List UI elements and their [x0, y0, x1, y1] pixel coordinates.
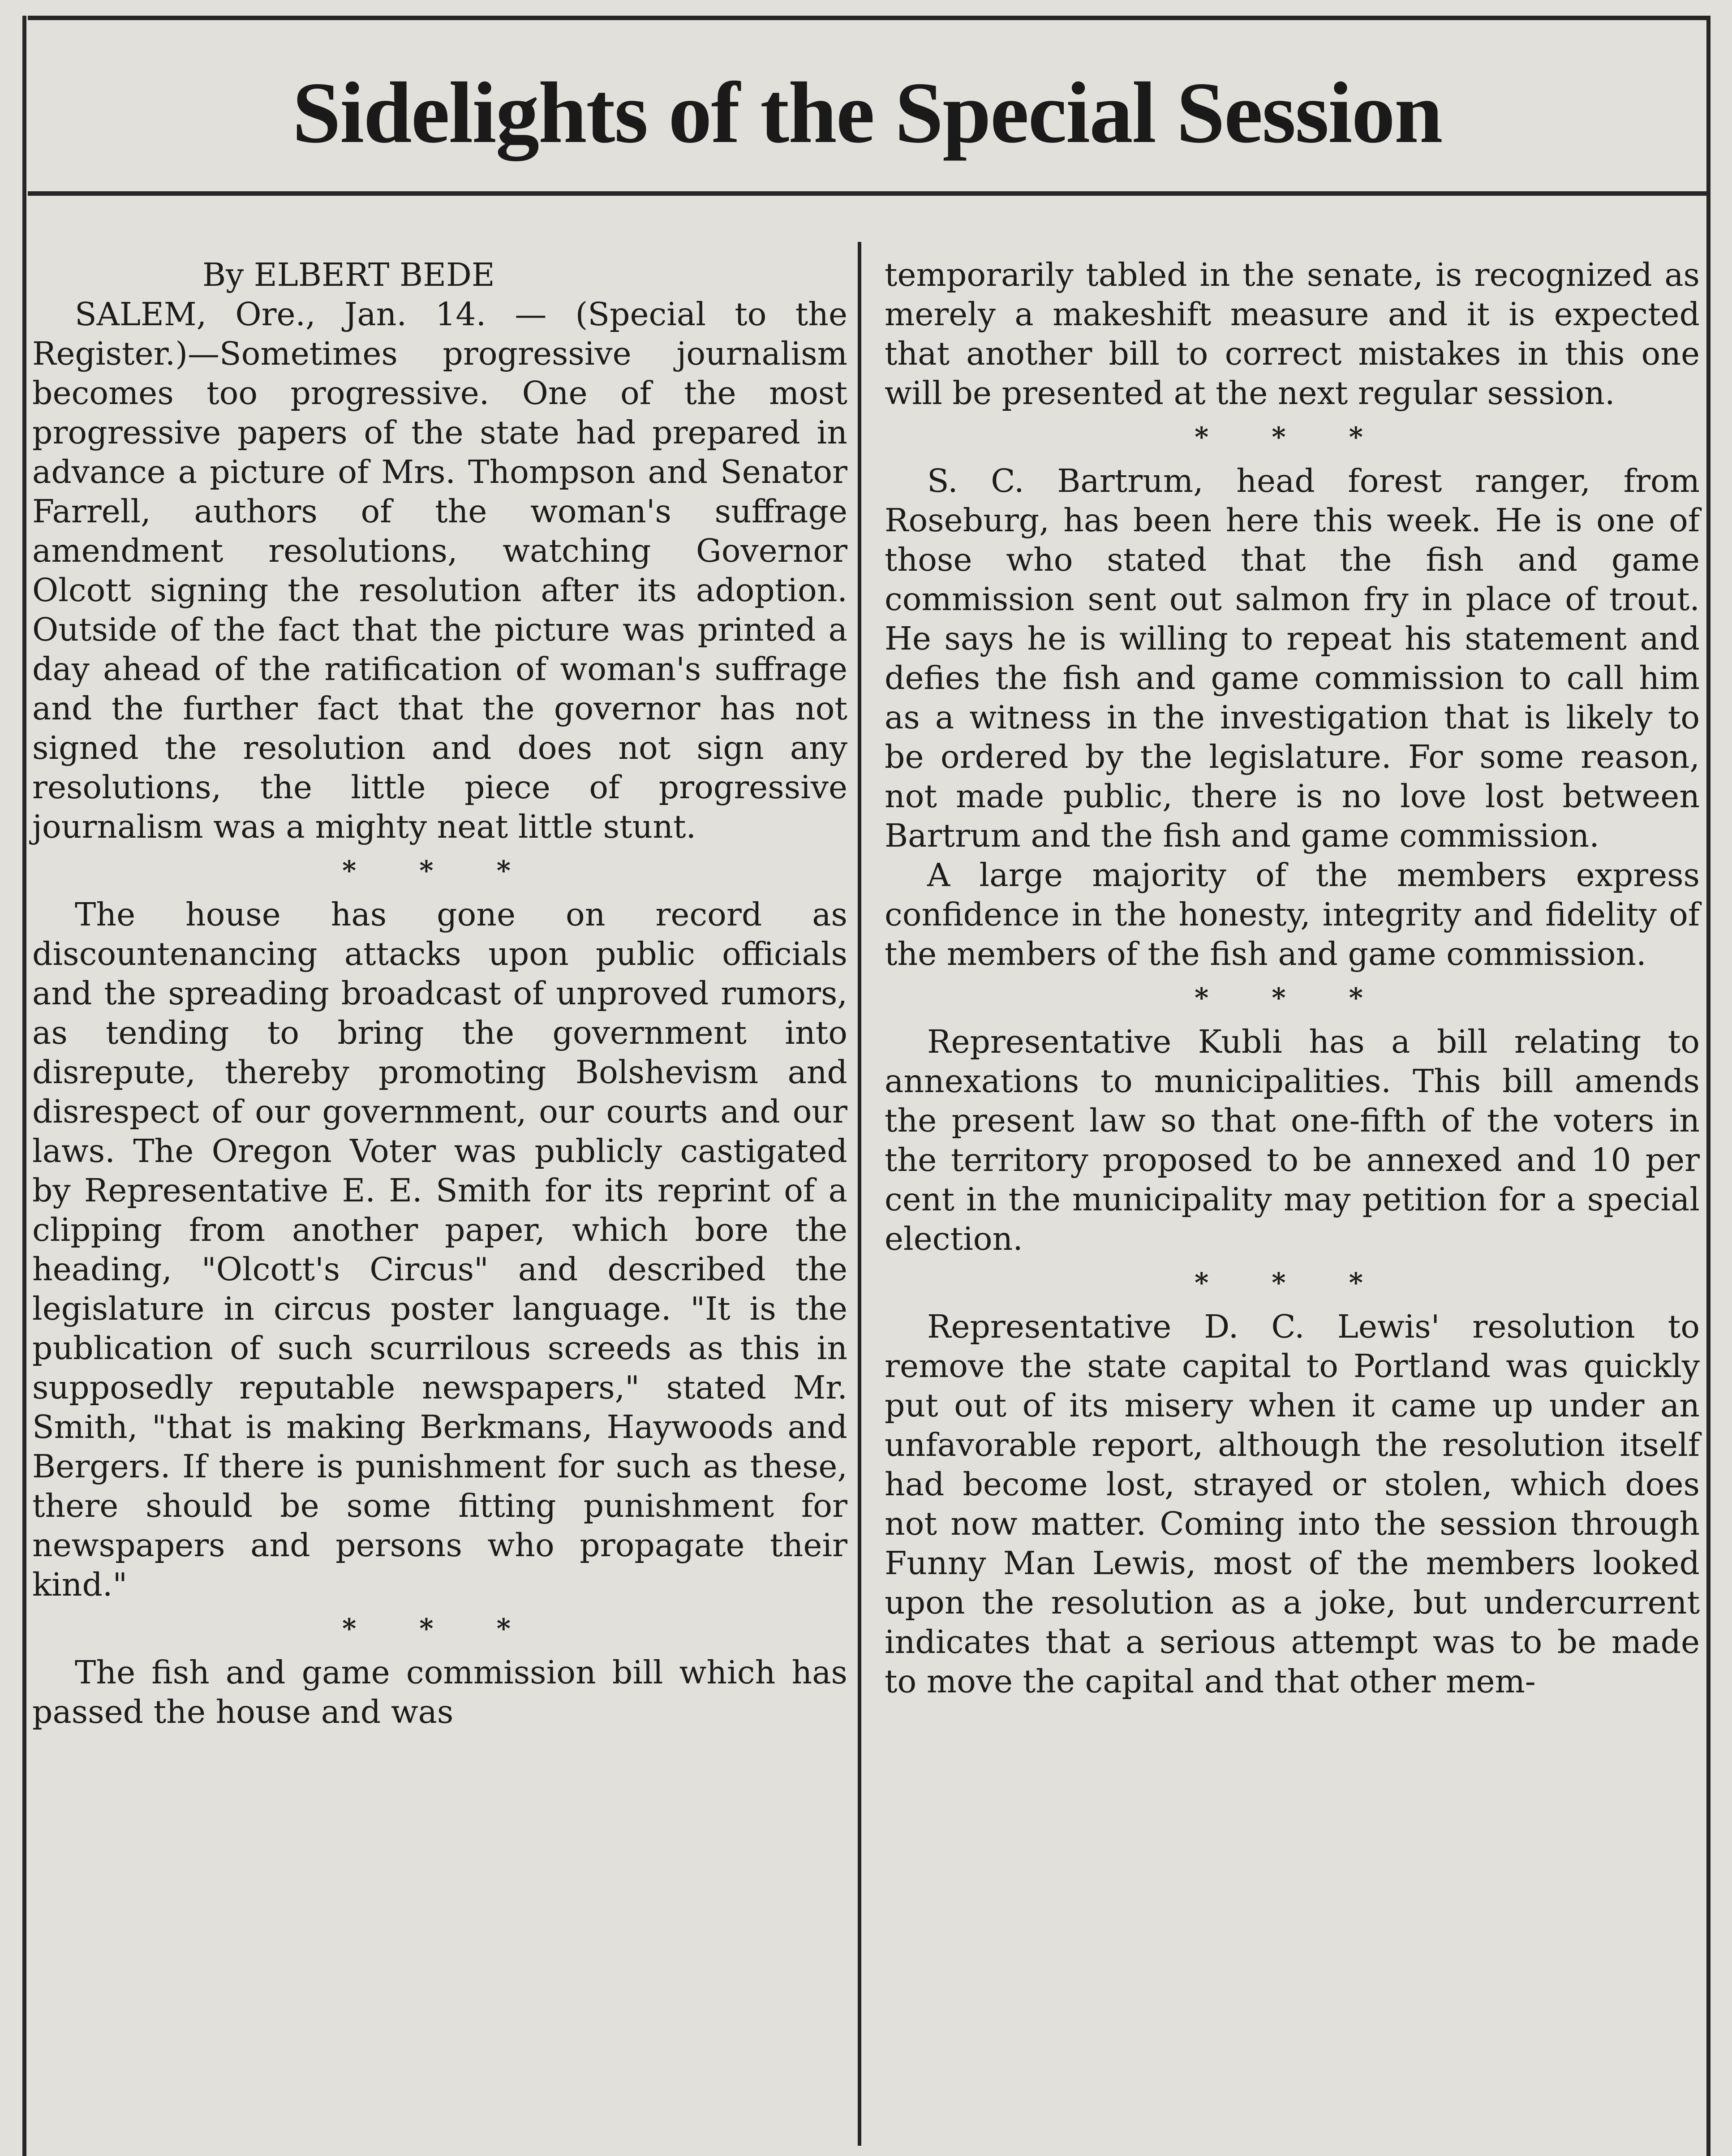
section-separator: * * * [1195, 422, 1390, 453]
section-separator: * * * [342, 1613, 537, 1644]
section-separator: * * * [342, 855, 537, 886]
section-separator: * * * [1195, 982, 1390, 1014]
paragraph-lewis-resolution: Representative D. C. Lewis' resolution to remove the state capital to Portland was quickly put out of its misery when it came up under an unfavorable report, although the resolution itself had become lost, strayed or stolen, which does not now matter. Coming into the session through Funny Man Lewis, most of the members looked upon the resolution as a joke, but undercurrent indicates that a serious attempt was to be made to move the capital and that other mem- [885, 1308, 1700, 1700]
headline-box [28, 16, 1706, 196]
right-column [885, 255, 1700, 1701]
paragraph-majority-confidence: A large majority of the members express confidence in the honesty, integrity and fidelity of the members of the fish and game commission. [885, 856, 1700, 973]
paragraph-fish-game-bill: The fish and game commission bill which has passed the house and was [32, 1654, 847, 1730]
right-border-rule [1706, 16, 1711, 2156]
section-separator: * * * [1195, 1267, 1390, 1299]
paragraph-house-record: The house has gone on record as discountenancing attacks upon public officials and the spreading broadcast of unproved rumors, as tending to bring the government into disrepute, thereby promoting Bolshevism and disrespect of our government, our courts and our laws. The Oregon Voter was publicly castigated by Representative E. E. Smith for its reprint of a clipping from another paper, which bore the heading, "Olcott's Circus" and described the legislature in circus poster language. "It is the publication of such scurrilous screeds as this in supposedly reputable newspapers," stated Mr. Smith, "that is making Berkmans, Haywoods and Bergers. If there is punishment for such as these, there should be some fitting punishment for newspapers and persons who propagate their kind." [32, 896, 847, 1603]
byline: By ELBERT BEDE [202, 256, 495, 293]
column-divider [858, 242, 861, 2146]
paragraph-kubli-bill: Representative Kubli has a bill relating to annexations to municipalities. This bill amends the present law so that one-fifth of the voters in the territory proposed to be annexed and 10 per cent in the municipality may petition for a special election. [885, 1023, 1700, 1257]
paragraph-dateline: SALEM, Ore., Jan. 14. — (Special to the Register.)—Sometimes progressive journalism becomes too progressive. One of the most progressive papers of the state had prepared in advance a picture of Mrs. Thompson and Senator Farrell, authors of the woman's suffrage amendment resolutions, watching Governor Olcott signing the resolution after its adoption. Outside of the fact that the picture was printed a day ahead of the ratification of woman's suffrage and the further fact that the governor has not signed the resolution and does not sign any resolutions, the little piece of progressive journalism was a mighty neat little stunt. [32, 296, 847, 845]
left-border-rule [22, 16, 26, 2156]
left-column [32, 255, 847, 1732]
paragraph-bartrum: S. C. Bartrum, head forest ranger, from Roseburg, has been here this week. He is one of those who stated that the fish and game commission sent out salmon fry in place of trout. He says he is willing to repeat his statement and defies the fish and game commission to call him as a witness in the investigation that is likely to be ordered by the legislature. For some reason, not made public, there is no love lost between Bartrum and the fish and game commission. [885, 462, 1700, 854]
headline: Sidelights of the Special Session [292, 65, 1442, 161]
paragraph-fish-game-bill-continued: temporarily tabled in the senate, is recognized as merely a makeshift measure and it is expected that another bill to correct mistakes in this one will be presented at the next regular session. [885, 256, 1700, 412]
